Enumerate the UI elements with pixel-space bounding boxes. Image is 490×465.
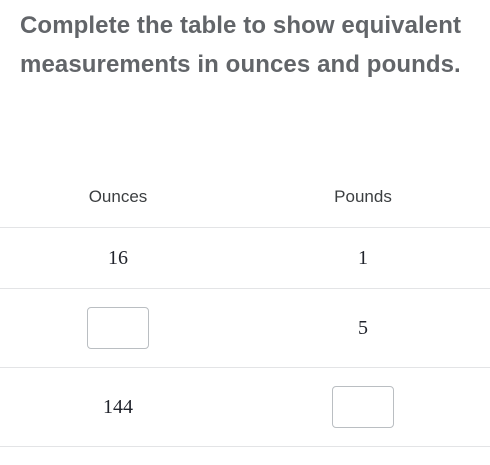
header-ounces: Ounces [88, 187, 148, 206]
ounces-value: 144 [103, 395, 133, 418]
pounds-cell [236, 368, 490, 446]
table-row [0, 228, 490, 289]
ounces-value: 16 [108, 246, 128, 269]
pounds-value: 1 [358, 246, 368, 269]
table-header-row [0, 167, 490, 228]
pounds-cell [236, 289, 490, 367]
ounces-answer-input[interactable] [87, 307, 149, 349]
header-pounds: Pounds [334, 187, 392, 206]
ounces-cell [0, 228, 236, 288]
ounces-cell [0, 368, 236, 446]
pounds-answer-input[interactable] [332, 386, 394, 428]
ounces-cell [0, 289, 236, 367]
conversion-table [0, 167, 490, 447]
table-row [0, 289, 490, 368]
pounds-value: 5 [358, 316, 368, 339]
header-cell-ounces [0, 167, 236, 227]
header-cell-pounds [236, 167, 490, 227]
question-text: Complete the table to show equivalent measurements in ounces and pounds. [20, 12, 462, 78]
table-row [0, 368, 490, 447]
pounds-cell [236, 228, 490, 288]
